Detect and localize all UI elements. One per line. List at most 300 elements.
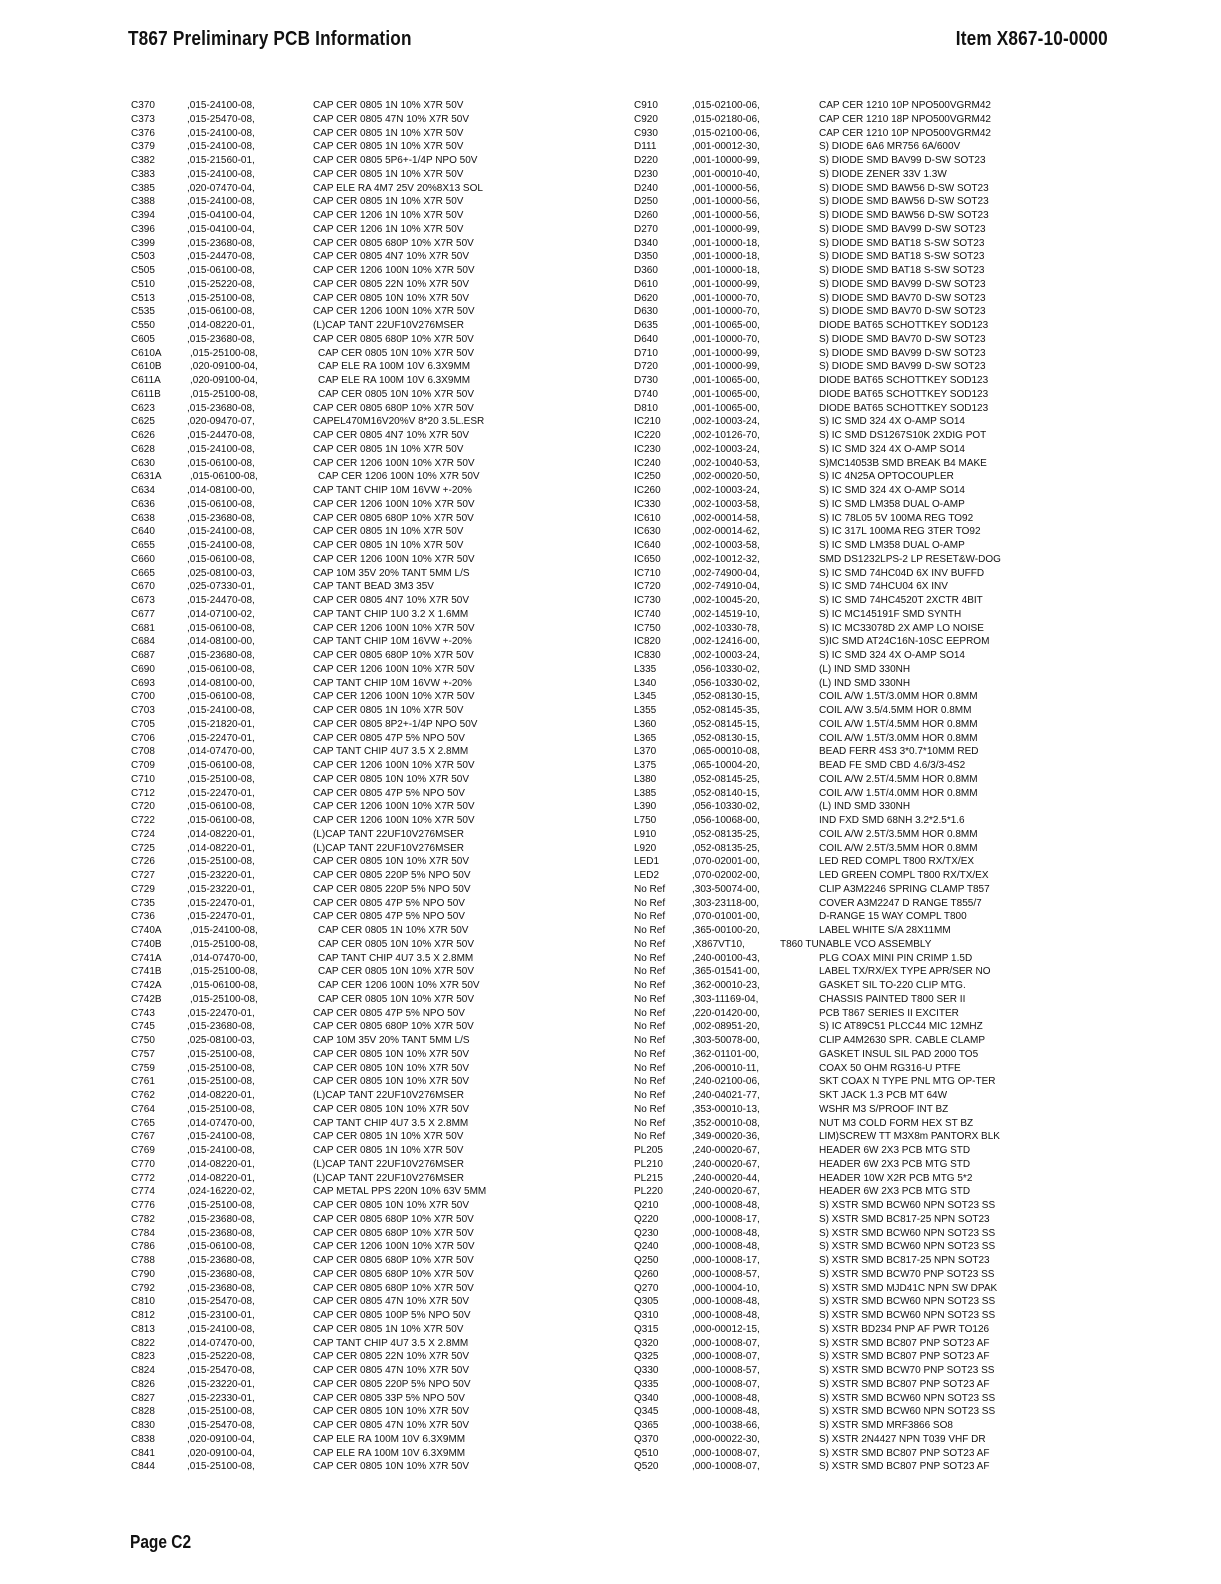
table-row [634,1062,1064,1076]
part-description: PCB T867 SERIES II EXCITER [819,1007,959,1019]
part-number: ,014-08220-01, [187,1172,255,1184]
part-description: CAP ELE RA 100M 10V 6.3X9MM [318,361,471,373]
reference-designator: L920 [634,842,657,854]
part-number: ,002-10003-24, [692,416,760,428]
reference-designator: Q520 [634,1461,659,1473]
part-description: CAP CER 0805 47P 5% NPO 50V [313,787,465,799]
part-number: ,002-14519-10, [692,608,760,620]
part-description: CAP CER 0805 47N 10% X7R 50V [313,1296,470,1308]
part-number: ,002-10003-24, [692,650,760,661]
reference-designator: Q365 [634,1420,659,1431]
table-row [634,910,1064,924]
part-description: CAP TANT CHIP 10M 16VW +-20% [313,485,472,496]
reference-designator: C673 [131,595,155,606]
part-description: S) XSTR SMD BCW60 NPN SOT23 SS [819,1392,996,1404]
reference-designator: IC650 [634,553,661,565]
table-row [131,622,601,636]
part-number: ,001-10000-18, [692,237,760,249]
table-row [131,443,601,457]
table-row [131,525,601,539]
part-description: S) IC SMD 324 4X O-AMP SO14 [819,416,965,428]
table-row [131,1117,601,1131]
part-description: S) DIODE SMD BAW56 D-SW SOT23 [819,210,989,221]
part-description: PLG COAX MINI PIN CRIMP 1.5D [819,952,973,964]
part-number: ,015-06100-08, [187,622,255,634]
part-description: CAP CER 0805 47P 5% NPO 50V [313,1007,465,1019]
part-number: ,000-10004-10, [692,1282,760,1294]
part-description: CAP CER 1206 100N 10% X7R 50V [313,691,475,703]
reference-designator: C399 [131,237,155,249]
table-row [131,99,601,113]
part-description: S) IC SMD 74HC4520T 2XCTR 4BIT [819,595,983,606]
table-row [634,1405,1064,1419]
part-description: CAP CER 0805 1N 10% X7R 50V [313,127,464,139]
part-description: S) IC AT89C51 PLCC44 MIC 12MHZ [819,1021,983,1033]
part-description: CAP CER 1210 10P NPO500VGRM42 [819,127,991,139]
part-number: ,015-25220-08, [187,278,255,290]
table-row [131,415,601,429]
table-row [634,635,1064,649]
part-number: ,015-24100-08, [187,168,255,180]
reference-designator: C774 [131,1186,155,1198]
table-row [634,993,1064,1007]
part-description: CLIP A3M2246 SPRING CLAMP T857 [819,883,990,895]
reference-designator: Q340 [634,1392,659,1404]
table-row [131,402,601,416]
reference-designator: C706 [131,732,155,744]
part-number: ,015-24100-08, [187,141,255,153]
table-row [131,1419,601,1433]
table-row [634,1364,1064,1378]
part-number: ,001-10000-18, [692,251,760,263]
reference-designator: D710 [634,347,658,359]
table-row [131,1227,601,1241]
reference-designator: Q310 [634,1310,659,1321]
reference-designator: C772 [131,1172,155,1184]
part-number: ,015-06100-08, [187,691,255,703]
table-row [634,113,1064,127]
table-row [634,1419,1064,1433]
table-row [634,1323,1064,1337]
part-description: CAP CER 0805 680P 10% X7R 50V [313,1268,474,1280]
part-description: CAP CER 1206 100N 10% X7R 50V [313,553,475,565]
part-description: S) XSTR 2N4427 NPN T039 VHF DR [819,1433,986,1445]
reference-designator: L360 [634,718,657,730]
reference-designator: C700 [131,691,155,703]
table-row [131,635,601,649]
reference-designator: PL210 [634,1158,663,1170]
table-row [634,1309,1064,1323]
reference-designator: D340 [634,237,658,249]
part-description: SKT JACK 1.3 PCB MT 64W [819,1090,948,1101]
table-row [634,347,1064,361]
table-row [634,828,1064,842]
reference-designator: C665 [131,567,155,579]
part-number: ,015-06100-08, [190,980,258,991]
reference-designator: No Ref [634,1007,666,1019]
reference-designator: L370 [634,746,657,758]
table-row [634,484,1064,498]
part-description: CAP CER 1206 100N 10% X7R 50V [313,801,475,813]
table-row [634,1144,1064,1158]
reference-designator: IC230 [634,443,661,455]
part-number: ,015-23680-08, [187,237,255,249]
reference-designator: Q250 [634,1255,659,1266]
reference-designator: C920 [634,113,658,125]
part-number: ,015-25470-08, [187,1420,255,1431]
table-row [634,690,1064,704]
part-number: ,015-25470-08, [187,113,255,125]
part-number: ,001-10065-00, [692,320,760,331]
part-description: S) XSTR SMD MRF3866 SO8 [819,1420,953,1431]
table-row [131,182,601,196]
part-description: S) XSTR SMD BCW60 NPN SOT23 SS [819,1296,996,1308]
part-description: T860 TUNABLE VCO ASSEMBLY [780,938,932,950]
reference-designator: C764 [131,1103,155,1115]
reference-designator: IC330 [634,498,661,510]
reference-designator: C385 [131,182,155,194]
table-row [634,1007,1064,1021]
part-number: ,015-25100-08, [190,938,258,950]
reference-designator: C826 [131,1378,155,1390]
part-description: CAP CER 0805 5P6+-1/4P NPO 50V [313,155,478,166]
part-number: ,014-08220-01, [187,1090,255,1101]
reference-designator: Q330 [634,1365,659,1376]
part-number: ,015-22470-01, [187,732,255,744]
part-number: ,014-08220-01, [187,842,255,854]
table-row [634,1048,1064,1062]
reference-designator: Q335 [634,1378,659,1390]
table-row [131,1062,601,1076]
table-row [634,979,1064,993]
part-number: ,303-11169-04, [692,993,759,1005]
part-description: COIL A/W 1.5T/4.0MM HOR 0.8MM [819,787,978,799]
table-row [131,333,601,347]
table-row [634,745,1064,759]
reference-designator: L375 [634,760,657,771]
reference-designator: C910 [634,100,658,111]
part-number: ,020-09100-04, [187,1433,255,1445]
reference-designator: L385 [634,787,657,799]
table-row [634,402,1064,416]
part-description: S) IC 317L 100MA REG 3TER TO92 [819,526,981,538]
part-description: CAP CER 0805 680P 10% X7R 50V [313,1021,474,1033]
part-description: CAP CER 1206 100N 10% X7R 50V [313,306,475,318]
reference-designator: Q240 [634,1241,659,1253]
part-description: CAP CER 0805 33P 5% NPO 50V [313,1392,465,1404]
part-number: ,020-09100-04, [190,361,258,373]
part-number: ,000-10008-48, [692,1392,760,1404]
part-description: S) IC SMD 324 4X O-AMP SO14 [819,650,965,661]
part-number: ,001-10000-70, [692,306,760,318]
reference-designator: C740B [131,938,162,950]
part-number: ,001-10065-00, [692,375,760,386]
part-number: ,002-10330-78, [692,622,760,634]
reference-designator: LED2 [634,870,660,881]
part-number: ,065-00010-08, [692,746,760,758]
part-description: CAP CER 0805 1N 10% X7R 50V [313,141,464,153]
table-row [634,209,1064,223]
part-number: ,015-06100-08, [187,265,255,276]
part-description: S)IC SMD AT24C16N-10SC EEPROM [819,636,990,648]
reference-designator: C610B [131,361,162,373]
reference-designator: C776 [131,1200,155,1211]
reference-designator: C813 [131,1323,155,1335]
reference-designator: No Ref [634,952,666,964]
table-row [131,1460,601,1474]
part-number: ,025-07330-01, [187,581,255,593]
part-description: (L) IND SMD 330NH [819,801,911,813]
part-number: ,015-06100-08, [187,306,255,318]
part-number: ,025-08100-03, [187,567,255,579]
part-number: ,015-06100-08, [187,553,255,565]
part-description: CAP TANT CHIP 1U0 3.2 X 1.6MM [313,608,469,620]
part-number: ,015-22330-01, [187,1392,255,1404]
part-number: ,015-25100-08, [190,993,258,1005]
table-row [634,883,1064,897]
part-number: ,240-00020-67, [692,1145,760,1156]
part-number: ,020-09470-07, [187,416,255,428]
reference-designator: C382 [131,155,155,166]
table-row [634,1075,1064,1089]
table-row [131,319,601,333]
part-number: ,002-10040-53, [692,457,760,469]
reference-designator: C822 [131,1337,155,1349]
part-description: S) IC SMD LM358 DUAL O-AMP [819,498,965,510]
part-number: ,020-07470-04, [187,182,255,194]
part-description: COIL A/W 1.5T/4.5MM HOR 0.8MM [819,718,978,730]
part-description: CAP CER 0805 10N 10% X7R 50V [313,856,470,868]
part-number: ,015-24470-08, [187,430,255,441]
part-number: ,015-06100-08, [187,801,255,813]
part-number: ,015-25100-08, [190,388,258,400]
table-row [634,512,1064,526]
reference-designator: C930 [634,127,658,139]
reference-designator: No Ref [634,980,666,991]
reference-designator: D270 [634,223,658,235]
table-row [634,649,1064,663]
reference-designator: IC610 [634,512,661,524]
part-description: CAP CER 0805 220P 5% NPO 50V [313,883,471,895]
table-row [131,127,601,141]
table-row [634,333,1064,347]
part-number: ,015-25100-08, [187,1076,255,1088]
part-description: S) XSTR SMD BC807 PNP SOT23 AF [819,1337,990,1349]
part-number: ,X867VT10, [692,938,745,950]
reference-designator: C841 [131,1447,155,1459]
reference-designator: Q230 [634,1227,659,1239]
reference-designator: L365 [634,732,657,744]
table-row [634,1227,1064,1241]
table-row [634,498,1064,512]
table-row [131,1130,601,1144]
table-row [131,1350,601,1364]
table-row [634,1130,1064,1144]
part-number: ,000-10008-07, [692,1337,760,1349]
part-number: ,014-08100-00, [187,636,255,648]
part-number: ,000-10008-48, [692,1227,760,1239]
part-number: ,015-22470-01, [187,1007,255,1019]
part-number: ,220-01420-00, [692,1007,760,1019]
part-number: ,015-23680-08, [187,1268,255,1280]
part-description: S) XSTR SMD BC817-25 NPN SOT23 [819,1255,990,1266]
part-number: ,015-24100-08, [187,1131,255,1143]
table-row [131,787,601,801]
part-number: ,000-10008-48, [692,1200,760,1211]
reference-designator: IC750 [634,622,661,634]
part-number: ,002-00020-50, [692,471,760,483]
part-number: ,303-50074-00, [692,883,760,895]
reference-designator: L335 [634,663,657,675]
part-description: S) XSTR SMD BCW60 NPN SOT23 SS [819,1227,996,1239]
table-row [131,773,601,787]
table-row [131,1254,601,1268]
part-number: ,002-08951-20, [692,1021,760,1033]
part-number: ,002-12416-00, [692,636,760,648]
table-row [131,814,601,828]
table-row [634,237,1064,251]
part-description: BEAD FERR 4S3 3*0.7*10MM RED [819,746,979,758]
part-description: S) IC SMD 74HCU04 6X INV [819,581,948,593]
part-description: CAP CER 0805 47N 10% X7R 50V [313,1420,470,1431]
part-number: ,052-08130-15, [692,691,760,703]
parts-column-right [634,99,1064,1474]
reference-designator: C693 [131,677,155,689]
reference-designator: C655 [131,540,155,551]
reference-designator: C687 [131,650,155,661]
part-description: CAP CER 0805 22N 10% X7R 50V [313,1351,470,1363]
reference-designator: No Ref [634,966,666,978]
part-description: CAP CER 0805 47N 10% X7R 50V [313,1365,470,1376]
reference-designator: IC630 [634,526,661,538]
part-description: CAP CER 0805 10N 10% X7R 50V [318,938,475,950]
part-description: S) DIODE SMD BAV99 D-SW SOT23 [819,223,986,235]
part-number: ,015-25100-08, [187,1103,255,1115]
reference-designator: No Ref [634,938,666,950]
reference-designator: C505 [131,265,155,276]
part-description: CAP CER 0805 47P 5% NPO 50V [313,897,465,909]
table-row [131,1378,601,1392]
part-number: ,001-00012-30, [692,141,760,153]
table-row [131,1282,601,1296]
part-number: ,015-21820-01, [187,718,255,730]
reference-designator: C823 [131,1351,155,1363]
part-description: HEADER 6W 2X3 PCB MTG STD [819,1158,971,1170]
part-description: CAP CER 0805 10N 10% X7R 50V [313,1048,470,1060]
table-row [131,594,601,608]
table-row [634,1199,1064,1213]
part-description: CAP METAL PPS 220N 10% 63V 5MM [313,1186,487,1198]
part-description: CAP CER 0805 1N 10% X7R 50V [313,443,464,455]
part-number: ,024-16220-02, [187,1186,255,1198]
reference-designator: C727 [131,870,155,881]
part-description: CAP CER 0805 1N 10% X7R 50V [313,1145,464,1156]
part-description: CAP CER 0805 1N 10% X7R 50V [313,100,464,111]
part-number: ,002-10045-20, [692,595,760,606]
reference-designator: C628 [131,443,155,455]
table-row [131,1433,601,1447]
reference-designator: C611B [131,388,161,400]
reference-designator: C722 [131,815,155,826]
part-description: CAP CER 0805 680P 10% X7R 50V [313,402,474,414]
part-description: S) XSTR SMD BCW60 NPN SOT23 SS [819,1241,996,1253]
reference-designator: C743 [131,1007,155,1019]
reference-designator: C535 [131,306,155,318]
table-row [634,1172,1064,1186]
part-number: ,052-08135-25, [692,828,760,840]
table-row [131,223,601,237]
part-number: ,001-10000-56, [692,210,760,221]
reference-designator: Q210 [634,1200,659,1211]
table-row [634,952,1064,966]
reference-designator: C703 [131,705,155,716]
reference-designator: L345 [634,691,657,703]
reference-designator: No Ref [634,925,666,936]
table-row [634,1213,1064,1227]
table-row [634,1433,1064,1447]
table-row [131,704,601,718]
part-description: S) DIODE SMD BAV70 D-SW SOT23 [819,333,986,345]
part-description: CAP CER 0805 680P 10% X7R 50V [313,650,474,661]
part-number: ,362-01101-00, [692,1048,760,1060]
table-row [634,1117,1064,1131]
part-description: S) IC 4N25A OPTOCOUPLER [819,471,954,483]
part-number: ,000-10008-17, [692,1255,760,1266]
part-description: CAP CER 0805 47N 10% X7R 50V [313,113,470,125]
table-row [131,457,601,471]
reference-designator: No Ref [634,1117,666,1129]
part-description: CAP CER 0805 47P 5% NPO 50V [313,732,465,744]
part-description: CAP CER 1210 18P NPO500VGRM42 [819,113,991,125]
part-description: COIL A/W 2.5T/3.5MM HOR 0.8MM [819,828,978,840]
reference-designator: C383 [131,168,155,180]
reference-designator: No Ref [634,1103,666,1115]
reference-designator: C394 [131,210,155,221]
part-description: (L)CAP TANT 22UF10V276MSER [313,1172,464,1184]
part-description: S) IC SMD 74HC04D 6X INV BUFFD [819,567,985,579]
part-description: CAP TANT BEAD 3M3 35V [313,581,434,593]
reference-designator: D730 [634,375,658,386]
part-description: S) IC MC33078D 2X AMP LO NOISE [819,622,984,634]
reference-designator: Q305 [634,1296,659,1308]
part-description: IND FXD SMD 68NH 3.2*2.5*1.6 [819,815,965,826]
part-number: ,001-00010-40, [692,168,760,180]
table-row [634,718,1064,732]
table-row [634,663,1064,677]
part-description: S) IC 78L05 5V 100MA REG TO92 [819,512,974,524]
part-number: ,015-25100-08, [190,966,258,978]
table-row [131,1144,601,1158]
part-description: S) DIODE SMD BAV99 D-SW SOT23 [819,347,986,359]
part-number: ,015-02180-06, [692,113,760,125]
table-row [131,1309,601,1323]
table-row [634,704,1064,718]
table-row [131,1405,601,1419]
reference-designator: C373 [131,113,155,125]
part-description: LABEL WHITE S/A 28X11MM [819,925,951,936]
table-row [131,828,601,842]
part-number: ,056-10330-02, [692,663,760,675]
part-number: ,000-10008-48, [692,1310,760,1321]
part-number: ,014-07100-02, [187,608,255,620]
table-row [634,1089,1064,1103]
reference-designator: Q320 [634,1337,659,1349]
reference-designator: C640 [131,526,155,538]
reference-designator: C610A [131,347,162,359]
reference-designator: C684 [131,636,155,648]
part-description: S) IC MC145191F SMD SYNTH [819,608,962,620]
part-number: ,056-10068-00, [692,815,760,826]
